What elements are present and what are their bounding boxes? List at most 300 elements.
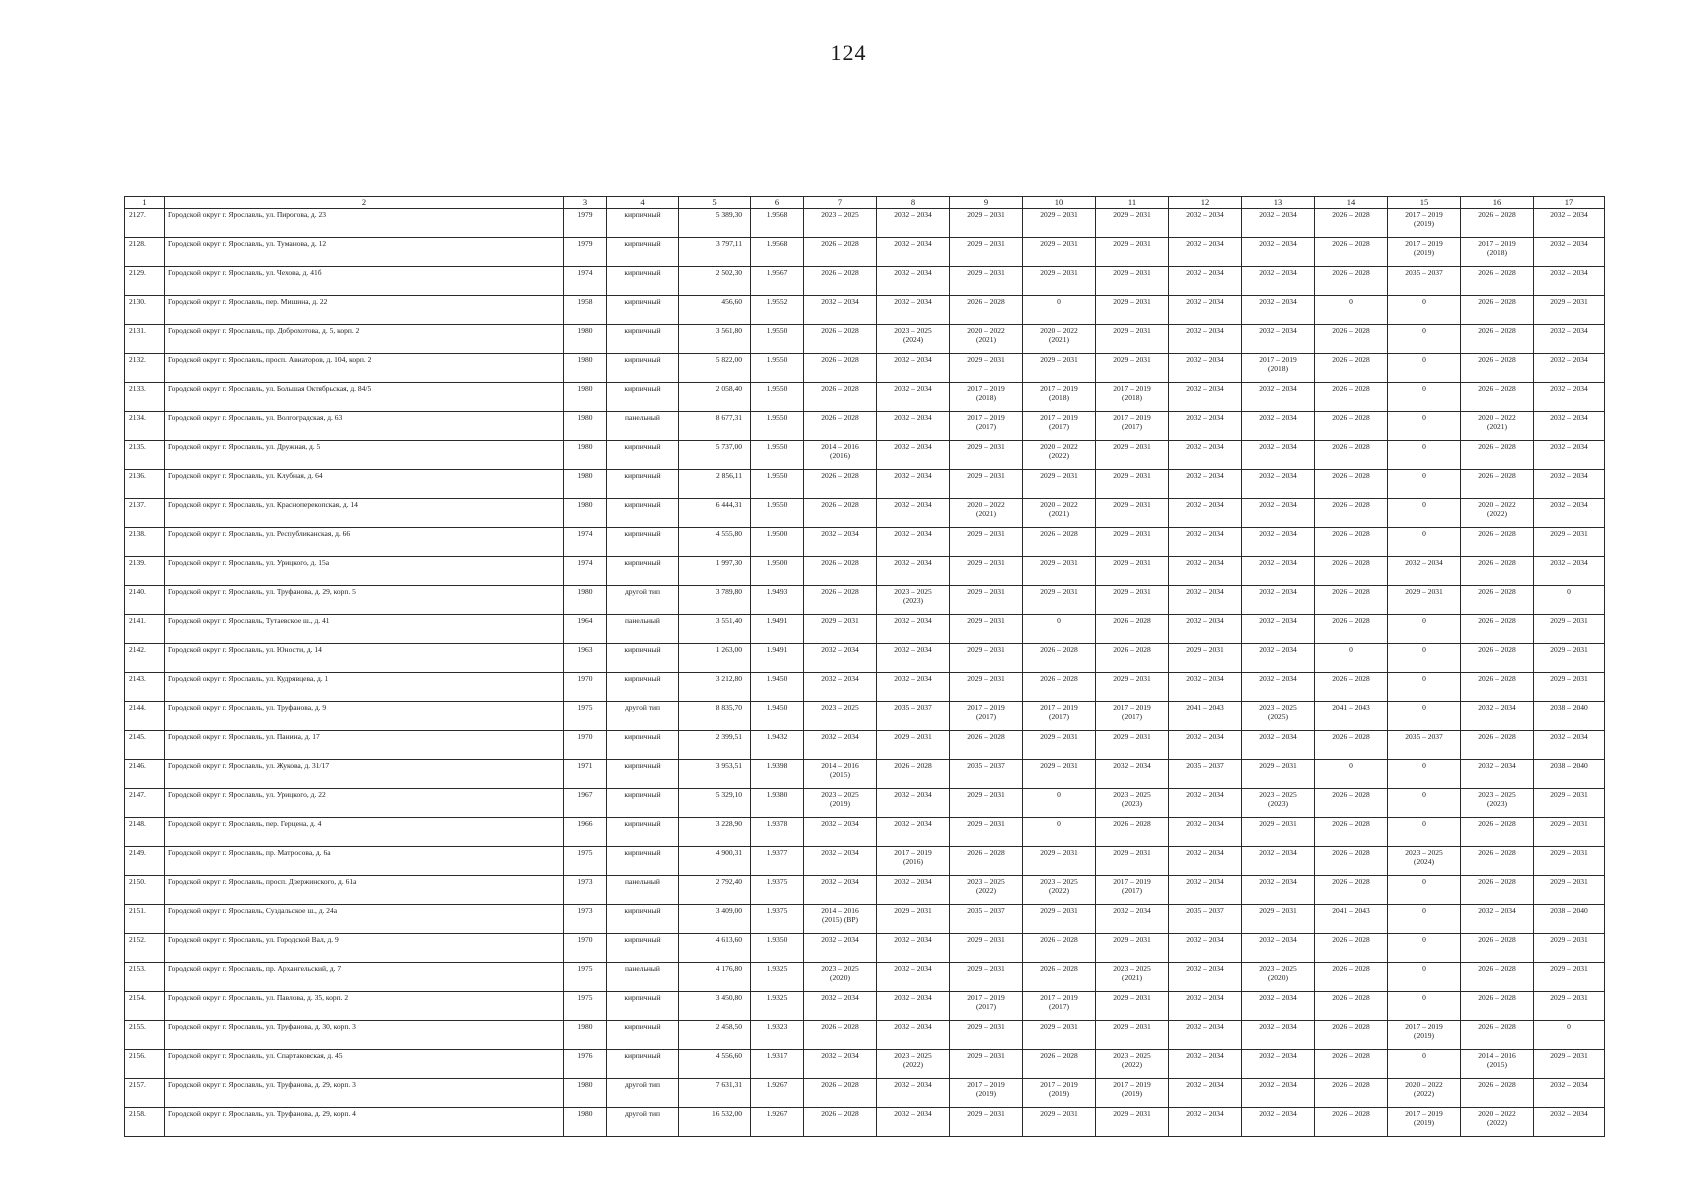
repair-period-cell: 2017 – 2019 (2018) bbox=[1242, 354, 1315, 383]
area-cell: 3 212,80 bbox=[679, 673, 751, 702]
repair-period-cell: 2029 – 2031 bbox=[1096, 557, 1169, 586]
repair-period-cell: 0 bbox=[1388, 789, 1461, 818]
repair-period-cell: 2023 – 2025 (2022) bbox=[950, 876, 1023, 905]
repair-period-cell: 2032 – 2034 bbox=[1534, 499, 1605, 528]
area-cell: 5 389,30 bbox=[679, 209, 751, 238]
year-built-cell: 1980 bbox=[564, 1021, 607, 1050]
address-cell: Городской округ г. Ярославль, Суздальское ш., д. 24а bbox=[165, 905, 564, 934]
area-cell: 3 551,40 bbox=[679, 615, 751, 644]
repair-period-cell: 2026 – 2028 bbox=[1315, 383, 1388, 412]
row-number-cell: 2155. bbox=[125, 1021, 165, 1050]
repair-period-cell: 2023 – 2025 (2023) bbox=[1096, 789, 1169, 818]
table-row bbox=[125, 267, 1605, 296]
repair-period-cell: 2032 – 2034 bbox=[1242, 412, 1315, 441]
repair-period-cell: 2026 – 2028 bbox=[1461, 673, 1534, 702]
repair-period-cell: 2026 – 2028 bbox=[1023, 1050, 1096, 1079]
repair-period-cell: 2029 – 2031 bbox=[877, 905, 950, 934]
year-built-cell: 1980 bbox=[564, 412, 607, 441]
index-value-cell: 1.9500 bbox=[751, 528, 804, 557]
repair-period-cell: 2029 – 2031 bbox=[1023, 847, 1096, 876]
repair-period-cell: 0 bbox=[1388, 615, 1461, 644]
repair-period-cell: 2026 – 2028 bbox=[1461, 383, 1534, 412]
row-number-cell: 2128. bbox=[125, 238, 165, 267]
wall-material-cell: кирпичный bbox=[607, 499, 679, 528]
repair-period-cell: 2032 – 2034 bbox=[1169, 296, 1242, 325]
repair-period-cell: 2026 – 2028 bbox=[804, 383, 877, 412]
repair-period-cell: 2032 – 2034 bbox=[1169, 470, 1242, 499]
table-row bbox=[125, 238, 1605, 267]
repair-period-cell: 2026 – 2028 bbox=[1461, 963, 1534, 992]
repair-period-cell: 2032 – 2034 bbox=[877, 644, 950, 673]
repair-period-cell: 2026 – 2028 bbox=[877, 760, 950, 789]
repair-period-cell: 2017 – 2019 (2017) bbox=[1096, 702, 1169, 731]
repair-period-cell: 0 bbox=[1388, 963, 1461, 992]
year-built-cell: 1979 bbox=[564, 238, 607, 267]
repair-period-cell: 0 bbox=[1023, 615, 1096, 644]
repair-period-cell: 2032 – 2034 bbox=[1534, 470, 1605, 499]
repair-period-cell: 2032 – 2034 bbox=[1242, 238, 1315, 267]
repair-period-cell: 0 bbox=[1315, 760, 1388, 789]
repair-period-cell: 2032 – 2034 bbox=[877, 383, 950, 412]
row-number-cell: 2147. bbox=[125, 789, 165, 818]
repair-period-cell: 2029 – 2031 bbox=[1096, 499, 1169, 528]
repair-period-cell: 2032 – 2034 bbox=[877, 934, 950, 963]
area-cell: 4 556,60 bbox=[679, 1050, 751, 1079]
repair-period-cell: 2029 – 2031 bbox=[950, 673, 1023, 702]
repair-period-cell: 2032 – 2034 bbox=[1242, 586, 1315, 615]
repair-period-cell: 2023 – 2025 (2025) bbox=[1242, 702, 1315, 731]
address-cell: Городской округ г. Ярославль, ул. Республиканская, д. 66 bbox=[165, 528, 564, 557]
row-number-cell: 2141. bbox=[125, 615, 165, 644]
repair-period-cell: 2029 – 2031 bbox=[1242, 818, 1315, 847]
repair-period-cell: 2029 – 2031 bbox=[1096, 847, 1169, 876]
repair-period-cell: 2032 – 2034 bbox=[1169, 354, 1242, 383]
repair-period-cell: 2032 – 2034 bbox=[1169, 209, 1242, 238]
repair-period-cell: 2026 – 2028 bbox=[1461, 557, 1534, 586]
repair-period-cell: 2026 – 2028 bbox=[1096, 615, 1169, 644]
repair-period-cell: 0 bbox=[1023, 296, 1096, 325]
repair-period-cell: 2029 – 2031 bbox=[950, 1108, 1023, 1137]
index-value-cell: 1.9550 bbox=[751, 499, 804, 528]
repair-period-cell: 2026 – 2028 bbox=[1461, 354, 1534, 383]
address-cell: Городской округ г. Ярославль, ул. Клубная, д. 64 bbox=[165, 470, 564, 499]
address-cell: Городской округ г. Ярославль, ул. Юности, д. 14 bbox=[165, 644, 564, 673]
wall-material-cell: кирпичный bbox=[607, 644, 679, 673]
repair-period-cell: 0 bbox=[1534, 1021, 1605, 1050]
year-built-cell: 1970 bbox=[564, 934, 607, 963]
table-row bbox=[125, 1108, 1605, 1137]
repair-period-cell: 2032 – 2034 bbox=[1534, 412, 1605, 441]
repair-period-cell: 2017 – 2019 (2017) bbox=[1023, 412, 1096, 441]
repair-period-cell: 2029 – 2031 bbox=[950, 1021, 1023, 1050]
repair-period-cell: 2029 – 2031 bbox=[1534, 1050, 1605, 1079]
repair-period-cell: 2026 – 2028 bbox=[1315, 557, 1388, 586]
index-value-cell: 1.9325 bbox=[751, 963, 804, 992]
repair-period-cell: 2026 – 2028 bbox=[1315, 470, 1388, 499]
repair-period-cell: 2020 – 2022 (2022) bbox=[1461, 1108, 1534, 1137]
repair-period-cell: 2029 – 2031 bbox=[1096, 731, 1169, 760]
repair-period-cell: 2032 – 2034 bbox=[877, 615, 950, 644]
wall-material-cell: кирпичный bbox=[607, 934, 679, 963]
repair-period-cell: 2029 – 2031 bbox=[1534, 296, 1605, 325]
repair-period-cell: 0 bbox=[1388, 934, 1461, 963]
table-row bbox=[125, 905, 1605, 934]
repair-period-cell: 2032 – 2034 bbox=[1242, 470, 1315, 499]
repair-period-cell: 2029 – 2031 bbox=[1096, 586, 1169, 615]
repair-period-cell: 2029 – 2031 bbox=[950, 528, 1023, 557]
repair-period-cell: 0 bbox=[1388, 528, 1461, 557]
year-built-cell: 1974 bbox=[564, 267, 607, 296]
index-value-cell: 1.9567 bbox=[751, 267, 804, 296]
repair-period-cell: 2032 – 2034 bbox=[877, 818, 950, 847]
column-number-cell: 10 bbox=[1023, 197, 1096, 209]
index-value-cell: 1.9267 bbox=[751, 1079, 804, 1108]
table-row bbox=[125, 673, 1605, 702]
table-row bbox=[125, 441, 1605, 470]
wall-material-cell: панельный bbox=[607, 615, 679, 644]
index-value-cell: 1.9491 bbox=[751, 644, 804, 673]
address-cell: Городской округ г. Ярославль, ул. Жукова, д. 31/17 bbox=[165, 760, 564, 789]
repair-period-cell: 2032 – 2034 bbox=[1242, 267, 1315, 296]
repair-period-cell: 2026 – 2028 bbox=[1096, 818, 1169, 847]
repair-period-cell: 2014 – 2016 (2015) (ВР) bbox=[804, 905, 877, 934]
repair-period-cell: 2029 – 2031 bbox=[1534, 789, 1605, 818]
repair-period-cell: 0 bbox=[1388, 673, 1461, 702]
repair-period-cell: 2029 – 2031 bbox=[950, 209, 1023, 238]
repair-period-cell: 2014 – 2016 (2015) bbox=[804, 760, 877, 789]
repair-period-cell: 2029 – 2031 bbox=[1023, 586, 1096, 615]
repair-period-cell: 2032 – 2034 bbox=[1242, 209, 1315, 238]
wall-material-cell: кирпичный bbox=[607, 238, 679, 267]
table-row bbox=[125, 1021, 1605, 1050]
repair-period-cell: 0 bbox=[1388, 470, 1461, 499]
row-number-cell: 2150. bbox=[125, 876, 165, 905]
repair-period-cell: 0 bbox=[1388, 354, 1461, 383]
repair-period-cell: 2026 – 2028 bbox=[804, 325, 877, 354]
year-built-cell: 1973 bbox=[564, 876, 607, 905]
repair-period-cell: 0 bbox=[1388, 441, 1461, 470]
wall-material-cell: другой тип bbox=[607, 702, 679, 731]
wall-material-cell: кирпичный bbox=[607, 847, 679, 876]
repair-period-cell: 2026 – 2028 bbox=[1461, 267, 1534, 296]
repair-period-cell: 2026 – 2028 bbox=[950, 731, 1023, 760]
area-cell: 2 856,11 bbox=[679, 470, 751, 499]
repair-period-cell: 2026 – 2028 bbox=[1023, 673, 1096, 702]
address-cell: Городской округ г. Ярославль, ул. Труфанова, д. 30, корп. 3 bbox=[165, 1021, 564, 1050]
repair-period-cell: 2026 – 2028 bbox=[1315, 789, 1388, 818]
repair-period-cell: 2026 – 2028 bbox=[804, 412, 877, 441]
repair-period-cell: 0 bbox=[1388, 296, 1461, 325]
repair-period-cell: 2032 – 2034 bbox=[804, 847, 877, 876]
area-cell: 2 792,40 bbox=[679, 876, 751, 905]
repair-period-cell: 2029 – 2031 bbox=[1023, 1021, 1096, 1050]
repair-period-cell: 2029 – 2031 bbox=[804, 615, 877, 644]
repair-period-cell: 2032 – 2034 bbox=[877, 789, 950, 818]
repair-period-cell: 2032 – 2034 bbox=[1169, 731, 1242, 760]
table-row bbox=[125, 383, 1605, 412]
repair-period-cell: 2020 – 2022 (2021) bbox=[950, 325, 1023, 354]
repair-period-cell: 2029 – 2031 bbox=[1534, 934, 1605, 963]
repair-period-cell: 2029 – 2031 bbox=[1169, 644, 1242, 673]
area-cell: 8 677,31 bbox=[679, 412, 751, 441]
repair-period-cell: 2029 – 2031 bbox=[1096, 325, 1169, 354]
repair-period-cell: 2029 – 2031 bbox=[1096, 354, 1169, 383]
table-row bbox=[125, 557, 1605, 586]
repair-period-cell: 0 bbox=[1388, 644, 1461, 673]
repair-period-cell: 2029 – 2031 bbox=[1534, 673, 1605, 702]
repair-period-cell: 2029 – 2031 bbox=[950, 963, 1023, 992]
area-cell: 6 444,31 bbox=[679, 499, 751, 528]
repair-period-cell: 2029 – 2031 bbox=[950, 354, 1023, 383]
table-row bbox=[125, 470, 1605, 499]
year-built-cell: 1971 bbox=[564, 760, 607, 789]
area-cell: 4 900,31 bbox=[679, 847, 751, 876]
repair-period-cell: 2026 – 2028 bbox=[804, 1079, 877, 1108]
address-cell: Городской округ г. Ярославль, Тутаевское ш., д. 41 bbox=[165, 615, 564, 644]
address-cell: Городской округ г. Ярославль, ул. Урицкого, д. 15а bbox=[165, 557, 564, 586]
repair-period-cell: 0 bbox=[1388, 905, 1461, 934]
repair-period-cell: 2032 – 2034 bbox=[1169, 412, 1242, 441]
wall-material-cell: панельный bbox=[607, 412, 679, 441]
repair-period-cell: 2032 – 2034 bbox=[1242, 499, 1315, 528]
repair-period-cell: 2032 – 2034 bbox=[804, 296, 877, 325]
repair-period-cell: 2029 – 2031 bbox=[1534, 992, 1605, 1021]
area-cell: 3 409,00 bbox=[679, 905, 751, 934]
column-number-header-row bbox=[125, 197, 1605, 209]
repair-period-cell: 2014 – 2016 (2015) bbox=[1461, 1050, 1534, 1079]
repair-period-cell: 2032 – 2034 bbox=[1242, 644, 1315, 673]
repair-period-cell: 2029 – 2031 bbox=[1023, 1108, 1096, 1137]
table-row bbox=[125, 586, 1605, 615]
address-cell: Городской округ г. Ярославль, пр. Матросова, д. 6а bbox=[165, 847, 564, 876]
table-row bbox=[125, 702, 1605, 731]
address-cell: Городской округ г. Ярославль, ул. Красноперекопская, д. 14 bbox=[165, 499, 564, 528]
repair-period-cell: 2032 – 2034 bbox=[1169, 1108, 1242, 1137]
repair-period-cell: 2032 – 2034 bbox=[877, 499, 950, 528]
area-cell: 4 613,60 bbox=[679, 934, 751, 963]
repair-period-cell: 2023 – 2025 (2023) bbox=[877, 586, 950, 615]
housing-repair-schedule-table bbox=[124, 196, 1605, 1137]
repair-period-cell: 2032 – 2034 bbox=[1169, 876, 1242, 905]
repair-period-cell: 2032 – 2034 bbox=[877, 470, 950, 499]
repair-period-cell: 2026 – 2028 bbox=[804, 238, 877, 267]
repair-period-cell: 2026 – 2028 bbox=[1315, 1050, 1388, 1079]
repair-period-cell: 2032 – 2034 bbox=[804, 1050, 877, 1079]
repair-period-cell: 2032 – 2034 bbox=[804, 528, 877, 557]
repair-period-cell: 2020 – 2022 (2022) bbox=[1461, 499, 1534, 528]
repair-period-cell: 2032 – 2034 bbox=[1242, 673, 1315, 702]
repair-period-cell: 2035 – 2037 bbox=[1169, 905, 1242, 934]
address-cell: Городской округ г. Ярославль, ул. Дружная, д. 5 bbox=[165, 441, 564, 470]
repair-period-cell: 2032 – 2034 bbox=[1242, 876, 1315, 905]
row-number-cell: 2131. bbox=[125, 325, 165, 354]
repair-period-cell: 2017 – 2019 (2019) bbox=[1388, 1021, 1461, 1050]
repair-period-cell: 2026 – 2028 bbox=[804, 470, 877, 499]
row-number-cell: 2148. bbox=[125, 818, 165, 847]
wall-material-cell: кирпичный bbox=[607, 1021, 679, 1050]
repair-period-cell: 2032 – 2034 bbox=[1242, 441, 1315, 470]
repair-period-cell: 2026 – 2028 bbox=[1461, 296, 1534, 325]
repair-period-cell: 2032 – 2034 bbox=[877, 209, 950, 238]
wall-material-cell: кирпичный bbox=[607, 528, 679, 557]
repair-period-cell: 2026 – 2028 bbox=[1461, 209, 1534, 238]
column-number-cell: 12 bbox=[1169, 197, 1242, 209]
repair-period-cell: 2032 – 2034 bbox=[804, 673, 877, 702]
repair-period-cell: 2032 – 2034 bbox=[1169, 325, 1242, 354]
repair-period-cell: 2029 – 2031 bbox=[1534, 847, 1605, 876]
repair-period-cell: 2038 – 2040 bbox=[1534, 702, 1605, 731]
repair-period-cell: 2032 – 2034 bbox=[1534, 731, 1605, 760]
table-row bbox=[125, 992, 1605, 1021]
repair-period-cell: 2032 – 2034 bbox=[877, 963, 950, 992]
table-row bbox=[125, 325, 1605, 354]
address-cell: Городской округ г. Ярославль, ул. Волгоградская, д. 63 bbox=[165, 412, 564, 441]
repair-period-cell: 2017 – 2019 (2019) bbox=[1388, 238, 1461, 267]
repair-period-cell: 2032 – 2034 bbox=[1242, 615, 1315, 644]
column-number-cell: 4 bbox=[607, 197, 679, 209]
area-cell: 8 835,70 bbox=[679, 702, 751, 731]
index-value-cell: 1.9550 bbox=[751, 412, 804, 441]
area-cell: 16 532,00 bbox=[679, 1108, 751, 1137]
year-built-cell: 1976 bbox=[564, 1050, 607, 1079]
area-cell: 5 329,10 bbox=[679, 789, 751, 818]
repair-period-cell: 2023 – 2025 (2020) bbox=[804, 963, 877, 992]
repair-period-cell: 2026 – 2028 bbox=[1315, 818, 1388, 847]
repair-period-cell: 2029 – 2031 bbox=[1096, 238, 1169, 267]
address-cell: Городской округ г. Ярославль, ул. Панина, д. 17 bbox=[165, 731, 564, 760]
repair-period-cell: 0 bbox=[1388, 383, 1461, 412]
year-built-cell: 1974 bbox=[564, 528, 607, 557]
index-value-cell: 1.9350 bbox=[751, 934, 804, 963]
repair-period-cell: 2026 – 2028 bbox=[1315, 412, 1388, 441]
repair-period-cell: 2032 – 2034 bbox=[1169, 1021, 1242, 1050]
year-built-cell: 1973 bbox=[564, 905, 607, 934]
repair-period-cell: 2026 – 2028 bbox=[1315, 992, 1388, 1021]
repair-period-cell: 0 bbox=[1388, 760, 1461, 789]
repair-period-cell: 2029 – 2031 bbox=[1023, 238, 1096, 267]
repair-period-cell: 2032 – 2034 bbox=[1534, 238, 1605, 267]
repair-period-cell: 2032 – 2034 bbox=[1534, 325, 1605, 354]
repair-period-cell: 2026 – 2028 bbox=[1315, 499, 1388, 528]
area-cell: 4 176,80 bbox=[679, 963, 751, 992]
repair-period-cell: 2032 – 2034 bbox=[1534, 557, 1605, 586]
area-cell: 1 997,30 bbox=[679, 557, 751, 586]
repair-period-cell: 2017 – 2019 (2019) bbox=[1096, 1079, 1169, 1108]
year-built-cell: 1980 bbox=[564, 354, 607, 383]
repair-period-cell: 2032 – 2034 bbox=[1242, 296, 1315, 325]
table-row bbox=[125, 499, 1605, 528]
column-number-cell: 6 bbox=[751, 197, 804, 209]
repair-period-cell: 2029 – 2031 bbox=[950, 586, 1023, 615]
repair-period-cell: 2029 – 2031 bbox=[1096, 934, 1169, 963]
repair-period-cell: 2032 – 2034 bbox=[804, 644, 877, 673]
page-number: 124 bbox=[830, 40, 867, 65]
area-cell: 3 450,80 bbox=[679, 992, 751, 1021]
wall-material-cell: кирпичный bbox=[607, 789, 679, 818]
year-built-cell: 1970 bbox=[564, 673, 607, 702]
year-built-cell: 1980 bbox=[564, 1079, 607, 1108]
repair-period-cell: 2029 – 2031 bbox=[877, 731, 950, 760]
table-row bbox=[125, 644, 1605, 673]
year-built-cell: 1980 bbox=[564, 586, 607, 615]
repair-period-cell: 0 bbox=[1388, 876, 1461, 905]
repair-period-cell: 2017 – 2019 (2017) bbox=[950, 992, 1023, 1021]
repair-period-cell: 2032 – 2034 bbox=[804, 731, 877, 760]
row-number-cell: 2140. bbox=[125, 586, 165, 615]
area-cell: 3 561,80 bbox=[679, 325, 751, 354]
wall-material-cell: кирпичный bbox=[607, 441, 679, 470]
index-value-cell: 1.9377 bbox=[751, 847, 804, 876]
wall-material-cell: панельный bbox=[607, 876, 679, 905]
repair-period-cell: 2026 – 2028 bbox=[1315, 1108, 1388, 1137]
repair-period-cell: 2029 – 2031 bbox=[1534, 818, 1605, 847]
repair-period-cell: 2032 – 2034 bbox=[1169, 557, 1242, 586]
address-cell: Городской округ г. Ярославль, ул. Городской Вал, д. 9 bbox=[165, 934, 564, 963]
repair-period-cell: 2017 – 2019 (2018) bbox=[1461, 238, 1534, 267]
repair-period-cell: 2029 – 2031 bbox=[1534, 644, 1605, 673]
repair-period-cell: 2032 – 2034 bbox=[1169, 992, 1242, 1021]
address-cell: Городской округ г. Ярославль, просп. Дзержинского, д. 61а bbox=[165, 876, 564, 905]
repair-period-cell: 2026 – 2028 bbox=[1315, 267, 1388, 296]
index-value-cell: 1.9568 bbox=[751, 209, 804, 238]
repair-period-cell: 2029 – 2031 bbox=[950, 441, 1023, 470]
index-value-cell: 1.9398 bbox=[751, 760, 804, 789]
repair-period-cell: 2032 – 2034 bbox=[877, 441, 950, 470]
repair-period-cell: 2032 – 2034 bbox=[1461, 702, 1534, 731]
repair-period-cell: 2032 – 2034 bbox=[1169, 1050, 1242, 1079]
address-cell: Городской округ г. Ярославль, ул. Труфанова, д. 29, корп. 4 bbox=[165, 1108, 564, 1137]
repair-period-cell: 2032 – 2034 bbox=[804, 818, 877, 847]
repair-period-cell: 0 bbox=[1315, 296, 1388, 325]
index-value-cell: 1.9568 bbox=[751, 238, 804, 267]
wall-material-cell: кирпичный bbox=[607, 731, 679, 760]
repair-period-cell: 2032 – 2034 bbox=[877, 412, 950, 441]
area-cell: 3 797,11 bbox=[679, 238, 751, 267]
repair-period-cell: 2041 – 2043 bbox=[1169, 702, 1242, 731]
repair-period-cell: 2026 – 2028 bbox=[1023, 934, 1096, 963]
repair-period-cell: 2032 – 2034 bbox=[1534, 209, 1605, 238]
repair-period-cell: 2023 – 2025 (2021) bbox=[1096, 963, 1169, 992]
row-number-cell: 2158. bbox=[125, 1108, 165, 1137]
repair-period-cell: 2026 – 2028 bbox=[1461, 847, 1534, 876]
repair-period-cell: 2032 – 2034 bbox=[1461, 905, 1534, 934]
row-number-cell: 2127. bbox=[125, 209, 165, 238]
wall-material-cell: другой тип bbox=[607, 586, 679, 615]
index-value-cell: 1.9450 bbox=[751, 673, 804, 702]
repair-period-cell: 2032 – 2034 bbox=[1242, 992, 1315, 1021]
wall-material-cell: другой тип bbox=[607, 1108, 679, 1137]
repair-period-cell: 2032 – 2034 bbox=[877, 528, 950, 557]
index-value-cell: 1.9550 bbox=[751, 470, 804, 499]
repair-period-cell: 2026 – 2028 bbox=[804, 557, 877, 586]
repair-period-cell: 2029 – 2031 bbox=[950, 644, 1023, 673]
repair-period-cell: 2032 – 2034 bbox=[1534, 1108, 1605, 1137]
repair-period-cell: 2029 – 2031 bbox=[1534, 615, 1605, 644]
repair-period-cell: 2032 – 2034 bbox=[877, 1021, 950, 1050]
repair-period-cell: 2032 – 2034 bbox=[1242, 1079, 1315, 1108]
repair-period-cell: 2035 – 2037 bbox=[1388, 267, 1461, 296]
address-cell: Городской округ г. Ярославль, ул. Труфанова, д. 29, корп. 3 bbox=[165, 1079, 564, 1108]
repair-period-cell: 2026 – 2028 bbox=[1461, 615, 1534, 644]
address-cell: Городской округ г. Ярославль, ул. Урицкого, д. 22 bbox=[165, 789, 564, 818]
wall-material-cell: кирпичный bbox=[607, 383, 679, 412]
wall-material-cell: другой тип bbox=[607, 1079, 679, 1108]
column-number-cell: 17 bbox=[1534, 197, 1605, 209]
repair-period-cell: 2020 – 2022 (2022) bbox=[1023, 441, 1096, 470]
column-number-cell: 14 bbox=[1315, 197, 1388, 209]
year-built-cell: 1980 bbox=[564, 383, 607, 412]
wall-material-cell: кирпичный bbox=[607, 673, 679, 702]
